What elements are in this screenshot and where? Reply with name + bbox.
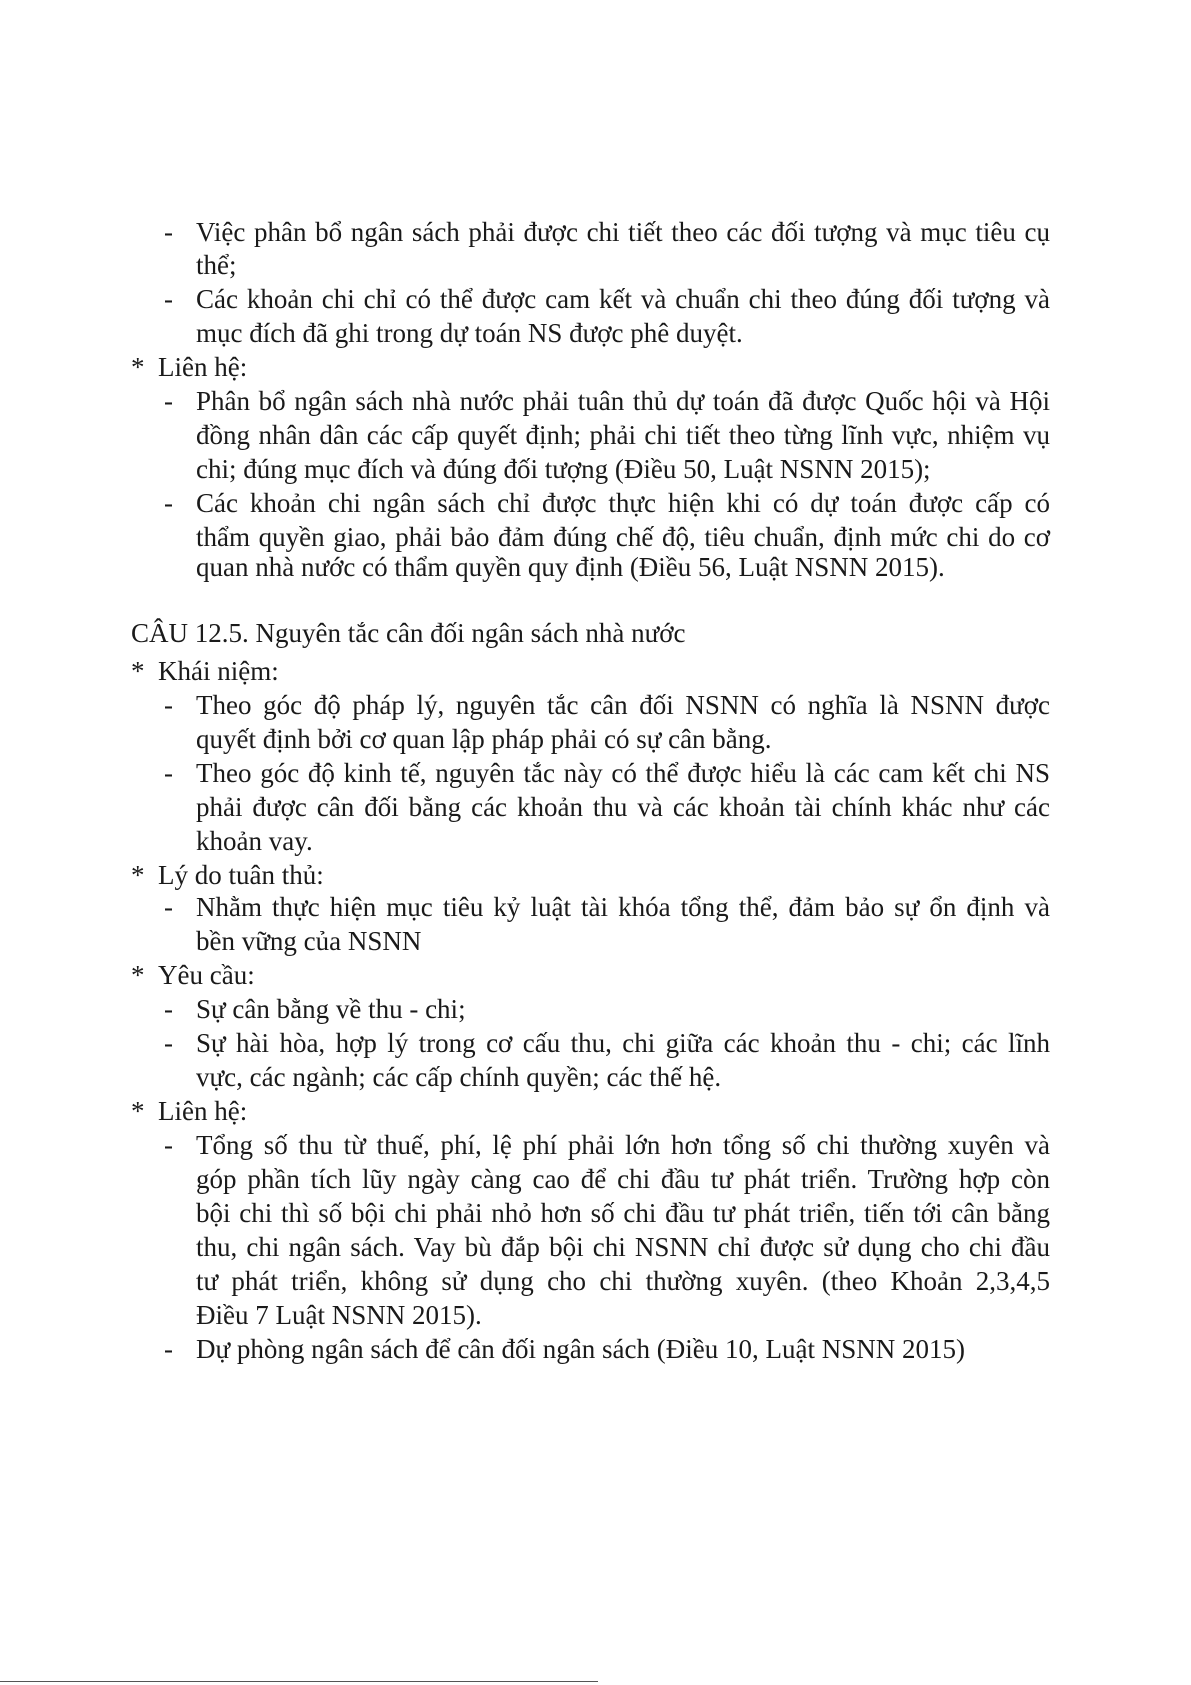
dash-bullet: - — [164, 892, 173, 922]
dash-bullet: - — [164, 1028, 173, 1058]
section-heading: CÂU 12.5. Nguyên tắc cân đối ngân sách nhà nước — [131, 618, 686, 648]
dash-bullet: - — [164, 284, 173, 314]
list-item-line: Các khoản chi chỉ có thể được cam kết và chuẩn chi theo đúng đối tượng và — [196, 284, 1050, 314]
list-item-line: thể; — [196, 250, 237, 280]
list-item-line: Theo góc độ kinh tế, nguyên tắc này có thể được hiểu là các cam kết chi NS — [196, 758, 1050, 788]
list-item-line: quyết định bởi cơ quan lập pháp phải có sự cân bằng. — [196, 724, 772, 754]
list-item-line: bội chi thì số bội chi phải nhỏ hơn số chi đầu tư phát triển, tiến tới cân bằng — [196, 1198, 1050, 1228]
list-item-line: Việc phân bổ ngân sách phải được chi tiết theo các đối tượng và mục tiêu cụ — [196, 217, 1050, 247]
star-bullet: * — [131, 860, 145, 890]
dash-bullet: - — [164, 758, 173, 788]
list-item-line: phải được cân đối bằng các khoản thu và các khoản tài chính khác như các — [196, 792, 1050, 822]
list-item-line: Dự phòng ngân sách để cân đối ngân sách (Điều 10, Luật NSNN 2015) — [196, 1334, 965, 1364]
list-item-line: Theo góc độ pháp lý, nguyên tắc cân đối NSNN có nghĩa là NSNN được — [196, 690, 1050, 720]
list-item-line: Phân bổ ngân sách nhà nước phải tuân thủ dự toán đã được Quốc hội và Hội — [196, 386, 1050, 416]
star-bullet: * — [131, 960, 145, 990]
list-item-line: mục đích đã ghi trong dự toán NS được phê duyệt. — [196, 318, 743, 348]
dash-bullet: - — [164, 690, 173, 720]
dash-bullet: - — [164, 386, 173, 416]
section-label: Yêu cầu: — [158, 960, 255, 990]
list-item-line: góp phần tích lũy ngày càng cao để chi đầu tư phát triển. Trường hợp còn — [196, 1164, 1050, 1194]
list-item-line: Sự hài hòa, hợp lý trong cơ cấu thu, chi giữa các khoản thu - chi; các lĩnh — [196, 1028, 1050, 1058]
list-item-line: đồng nhân dân các cấp quyết định; phải chi tiết theo từng lĩnh vực, nhiệm vụ — [196, 420, 1050, 450]
list-item-line: khoản vay. — [196, 826, 313, 856]
section-label: Liên hệ: — [158, 1096, 248, 1126]
list-item-line: chi; đúng mục đích và đúng đối tượng (Điều 50, Luật NSNN 2015); — [196, 454, 931, 484]
list-item-line: tư phát triển, không sử dụng cho chi thường xuyên. (theo Khoản 2,3,4,5 — [196, 1266, 1050, 1296]
list-item-line: thẩm quyền giao, phải bảo đảm đúng chế độ, tiêu chuẩn, định mức chi do cơ — [196, 522, 1050, 552]
list-item-line: thu, chi ngân sách. Vay bù đắp bội chi NSNN chỉ được sử dụng cho chi đầu — [196, 1232, 1050, 1262]
list-item-line: vực, các ngành; các cấp chính quyền; các thế hệ. — [196, 1062, 722, 1092]
list-item-line: Sự cân bằng về thu - chi; — [196, 994, 466, 1024]
list-item-line: bền vững của NSNN — [196, 926, 422, 956]
list-item-line: Nhằm thực hiện mục tiêu kỷ luật tài khóa tổng thể, đảm bảo sự ổn định và — [196, 892, 1050, 922]
list-item-line: Điều 7 Luật NSNN 2015). — [196, 1300, 482, 1330]
star-bullet: * — [131, 1096, 145, 1126]
dash-bullet: - — [164, 217, 173, 247]
footer-rule — [0, 1681, 598, 1682]
dash-bullet: - — [164, 1130, 173, 1160]
list-item-line: quan nhà nước có thẩm quyền quy định (Điều 56, Luật NSNN 2015). — [196, 552, 945, 582]
star-bullet: * — [131, 352, 145, 382]
list-item-line: Các khoản chi ngân sách chỉ được thực hiện khi có dự toán được cấp có — [196, 488, 1050, 518]
list-item-line: Tổng số thu từ thuế, phí, lệ phí phải lớn hơn tổng số chi thường xuyên và — [196, 1130, 1050, 1160]
dash-bullet: - — [164, 994, 173, 1024]
section-label: Khái niệm: — [158, 656, 279, 686]
section-label: Lý do tuân thủ: — [158, 860, 324, 890]
dash-bullet: - — [164, 488, 173, 518]
star-bullet: * — [131, 656, 145, 686]
section-label: Liên hệ: — [158, 352, 248, 382]
dash-bullet: - — [164, 1334, 173, 1364]
